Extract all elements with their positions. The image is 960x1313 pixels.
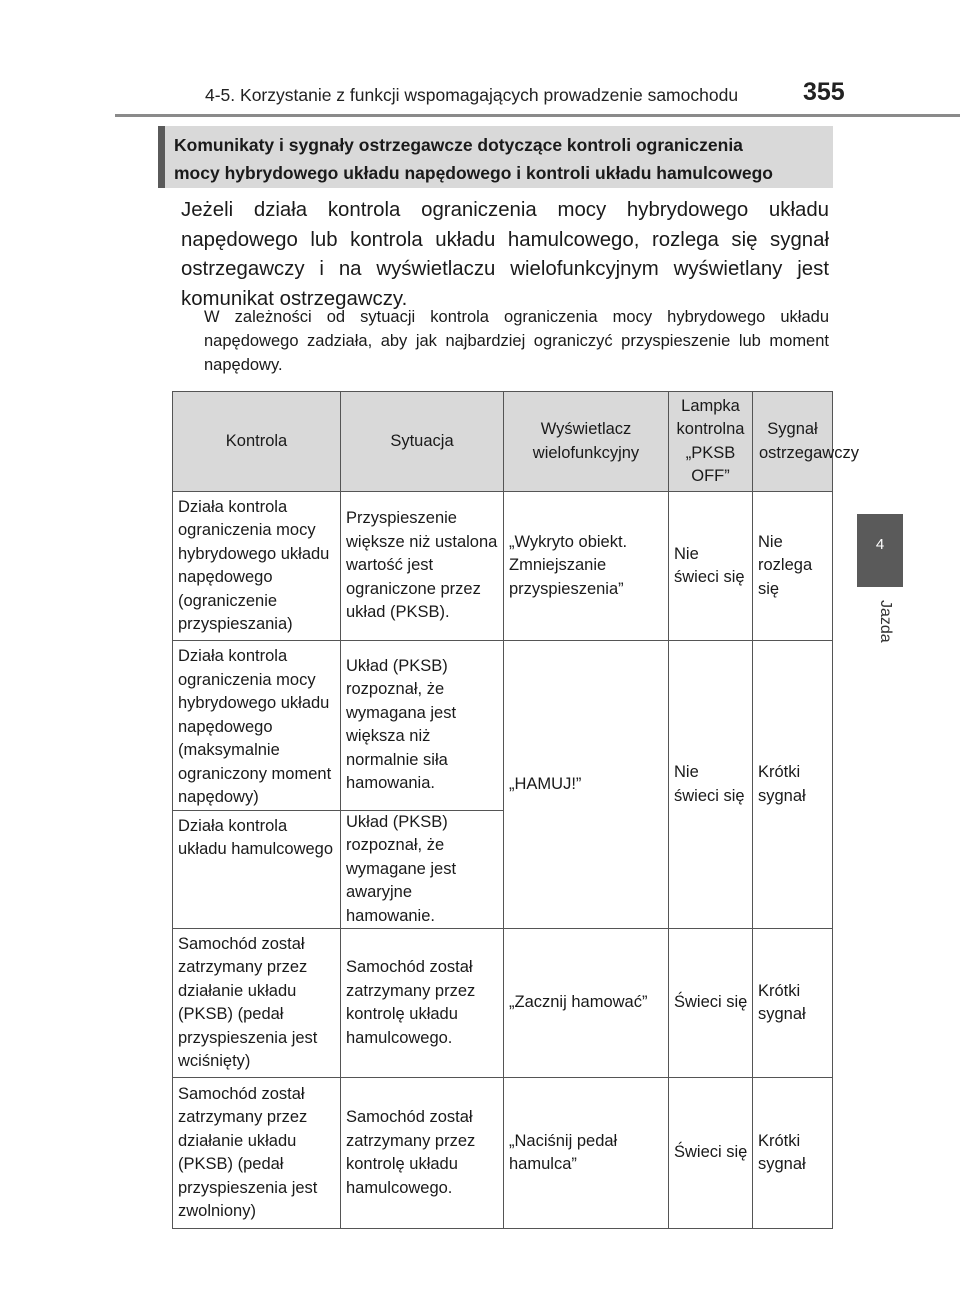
table-row [173, 1078, 833, 1229]
table-row [173, 929, 833, 1078]
chapter-label: Jazda [877, 600, 894, 643]
cell-kontrola: Działa kontrola ograniczenia mocy hybrydowego układu napędowego (maksymalnie ograniczony moment napędowy) [173, 641, 341, 811]
chapter-tab: 4 [857, 514, 903, 587]
cell-sytuacja: Układ (PKSB) rozpoznał, że wymagana jest większa niż normalnie siła hamowania. [341, 641, 504, 811]
cell-sytuacja: Układ (PKSB) rozpoznał, że wymagane jest awaryjne hamowanie. [341, 810, 504, 929]
header-sytuacja: Sytuacja [341, 392, 504, 492]
header-sygnal: Sygnał ostrzegawczy [753, 392, 833, 492]
header-rule [115, 114, 960, 117]
header-kontrola: Kontrola [173, 392, 341, 492]
running-header-title: 4-5. Korzystanie z funkcji wspomagających prowadzenie samochodu [205, 85, 739, 105]
table-row [173, 641, 833, 811]
intro-paragraph: Jeżeli działa kontrola ograniczenia mocy hybrydowego układu napędowego lub kontrola układu hamulcowego, rozlega się sygnał ostrzegawczy i na wyświetlaczu wielofunkcyjnym wyświetlany jest komunikat ostrzegawczy. [181, 199, 829, 310]
cell-lampka: Świeci się [669, 929, 753, 1078]
cell-kontrola: Działa kontrola ograniczenia mocy hybrydowego układu napędowego (ograniczenie przyspieszania) [173, 492, 341, 641]
cell-lampka: Świeci się [669, 1078, 753, 1229]
cell-sytuacja: Przyspieszenie większe niż ustalona wartość jest ograniczone przez układ (PKSB). [341, 492, 504, 641]
cell-lampka: Nie świeci się [669, 641, 753, 929]
cell-wyswietlacz: „Wykryto obiekt. Zmniejszanie przyspieszenia” [504, 492, 669, 641]
table-row [173, 492, 833, 641]
cell-kontrola: Działa kontrola układu hamulcowego [173, 810, 341, 929]
section-heading-line-2: mocy hybrydowego układu napędowego i kontroli układu hamulcowego [174, 163, 773, 183]
header-wyswietlacz: Wyświetlacz wielofunkcyjny [504, 392, 669, 492]
cell-wyswietlacz: „HAMUJ!” [504, 641, 669, 929]
cell-kontrola: Samochód został zatrzymany przez działanie układu (PKSB) (pedał przyspieszenia jest wciśnięty) [173, 929, 341, 1078]
cell-kontrola: Samochód został zatrzymany przez działanie układu (PKSB) (pedał przyspieszenia jest zwolniony) [173, 1078, 341, 1229]
page-number: 355 [803, 78, 845, 106]
header-lampka: Lampka kontrolna „PKSB OFF” [669, 392, 753, 492]
cell-wyswietlacz: „Naciśnij pedał hamulca” [504, 1078, 669, 1229]
cell-sygnal: Nie rozlega się [753, 492, 833, 641]
table-header-row [173, 392, 833, 492]
cell-sygnal: Krótki sygnał [753, 641, 833, 929]
cell-sygnal: Krótki sygnał [753, 929, 833, 1078]
cell-wyswietlacz: „Zacznij hamować” [504, 929, 669, 1078]
cell-sygnal: Krótki sygnał [753, 1078, 833, 1229]
cell-lampka: Nie świeci się [669, 492, 753, 641]
cell-sytuacja: Samochód został zatrzymany przez kontrolę układu hamulcowego. [341, 1078, 504, 1229]
cell-sytuacja: Samochód został zatrzymany przez kontrolę układu hamulcowego. [341, 929, 504, 1078]
warning-table [172, 391, 859, 1229]
section-heading-line-1: Komunikaty i sygnały ostrzegawcze dotyczące kontroli ograniczenia [174, 135, 743, 155]
section-heading [158, 126, 833, 188]
note-paragraph: W zależności od sytuacji kontrola ograniczenia mocy hybrydowego układu napędowego zadziała, aby jak najbardziej ograniczyć przyspieszenie lub moment napędowy. [204, 308, 829, 374]
